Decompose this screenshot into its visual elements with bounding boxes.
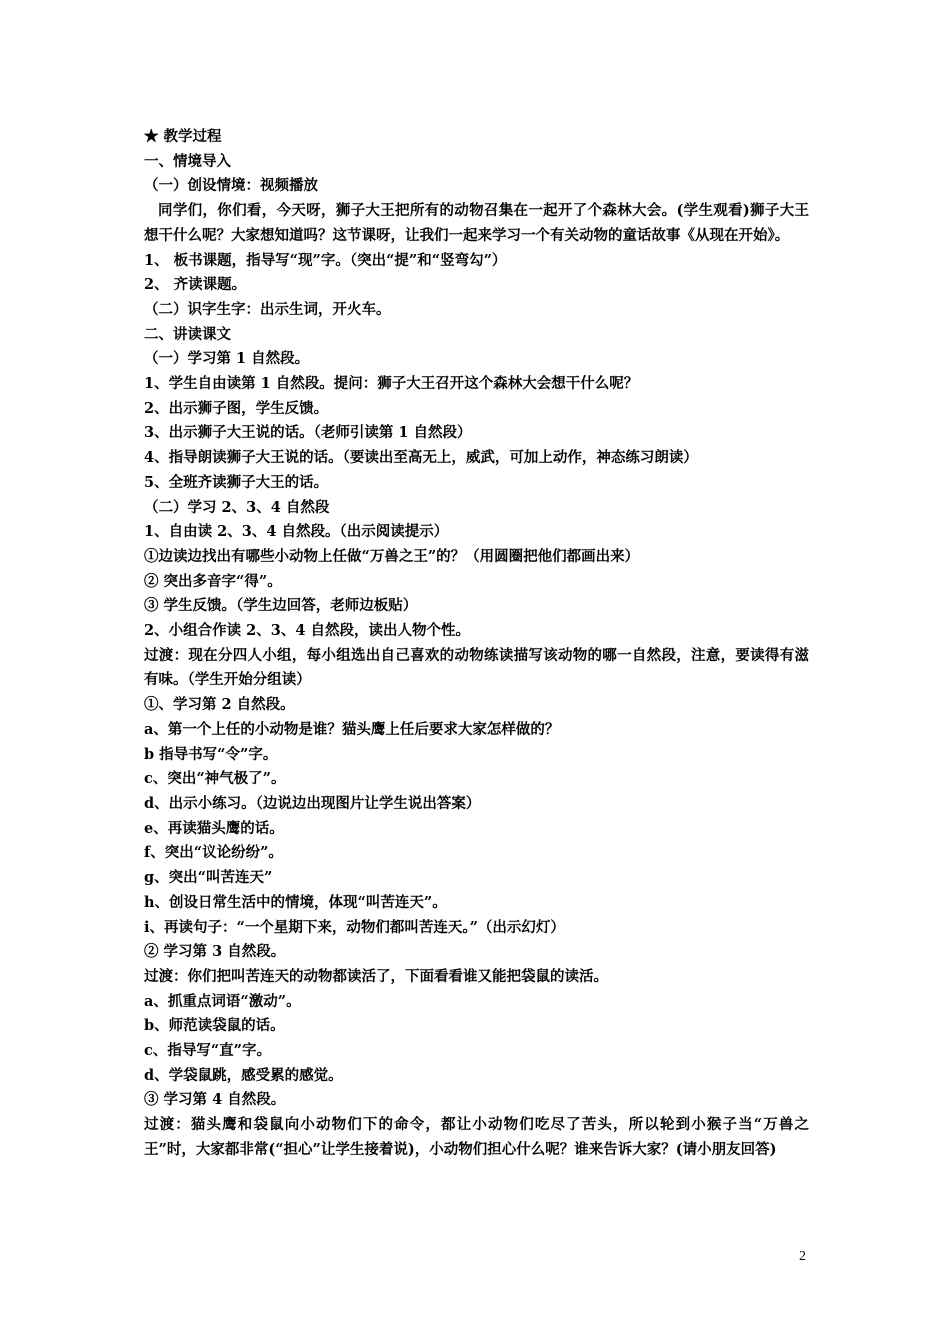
subsection-heading: （二）学习 2、3、4 自然段 [144, 498, 330, 516]
list-item: 1、学生自由读第 1 自然段。提问：狮子大王召开这个森林大会想干什么呢？ [144, 375, 639, 393]
list-item: 1、自由读 2、3、4 自然段。（出示阅读提示） [144, 523, 449, 541]
list-item: b 指导书写“令”字。 [144, 745, 278, 763]
list-item: ③ 学习第 4 自然段。 [144, 1091, 286, 1109]
list-item: 过渡：你们把叫苦连天的动物都读活了，下面看看谁又能把袋鼠的读活。 [144, 967, 608, 985]
list-item: ③ 学生反馈。（学生边回答，老师边板贴） [144, 597, 418, 615]
list-item: 2、出示狮子图，学生反馈。 [144, 399, 329, 417]
list-item: h、创设日常生活中的情境，体现“叫苦连天”。 [144, 893, 447, 911]
list-item: a、抓重点词语“激动”。 [144, 992, 301, 1010]
list-item: d、学袋鼠跳，感受累的感觉。 [144, 1066, 343, 1084]
subsection-heading: （一）学习第 1 自然段。 [144, 350, 310, 368]
page-number: 2 [799, 1249, 806, 1264]
section-heading: ★ 教学过程 [144, 128, 222, 145]
list-item: b、师范读袋鼠的话。 [144, 1017, 285, 1035]
paragraph: 过渡：现在分四人小组，每小组选出自己喜欢的动物练读描写该动物的哪一自然段，注意，要读得有滋有味。（学生开始分组读） [144, 646, 809, 689]
paragraph: 过渡：猫头鹰和袋鼠向小动物们下的命令，都让小动物们吃尽了苦头，所以轮到小猴子当“万兽之王”时，大家都非常(“担心”让学生接着说)，小动物们担心什么呢？谁来告诉大家？(请小朋友回答) [144, 1116, 809, 1158]
list-item: f、突出“议论纷纷”。 [144, 844, 283, 862]
list-item: ② 学习第 3 自然段。 [144, 943, 286, 961]
list-item: e、再读猫头鹰的话。 [144, 819, 284, 837]
list-item: i、再读句子：“一个星期下来，动物们都叫苦连天。”（出示幻灯） [144, 918, 565, 936]
list-item: ①边读边找出有哪些小动物上任做“万兽之王”的？（用圆圈把他们都画出来） [144, 547, 640, 565]
list-item: 2、 齐读课题。 [144, 276, 247, 294]
list-item: ①、学习第 2 自然段。 [144, 696, 295, 714]
list-item: a、第一个上任的小动物是谁？猫头鹰上任后要求大家怎样做的？ [144, 720, 560, 738]
list-item: 1、 板书课题，指导写“现”字。（突出“提”和“竖弯勾”） [144, 251, 507, 269]
list-item: 2、小组合作读 2、3、4 自然段，读出人物个性。 [144, 622, 470, 640]
paragraph: 同学们，你们看，今天呀，狮子大王把所有的动物召集在一起开了个森林大会。(学生观看)狮子大王想干什么呢？大家想知道吗？这节课呀，让我们一起来学习一个有关动物的童话故事《从现在开始》。 [144, 202, 809, 244]
list-item: d、出示小练习。（边说边出现图片让学生说出答案） [144, 794, 481, 812]
list-item: g、突出“叫苦连天” [144, 869, 273, 887]
section-heading: 一、情境导入 [144, 152, 231, 170]
subsection-heading: （二）识字生字：出示生词，开火车。 [144, 300, 391, 318]
document-body [144, 125, 809, 1163]
section-heading: 二、讲读课文 [144, 325, 231, 343]
list-item: c、指导写“直”字。 [144, 1042, 272, 1060]
list-item: c、突出“神气极了”。 [144, 770, 286, 788]
list-item: 4、指导朗读狮子大王说的话。（要读出至高无上，威武，可加上动作，神态练习朗读） [144, 449, 698, 467]
list-item: ② 突出多音字“得”。 [144, 572, 282, 590]
subsection-heading: （一）创设情境：视频播放 [144, 177, 318, 195]
list-item: 3、出示狮子大王说的话。（老师引读第 1 自然段） [144, 424, 472, 442]
list-item: 5、全班齐读狮子大王的话。 [144, 473, 329, 491]
